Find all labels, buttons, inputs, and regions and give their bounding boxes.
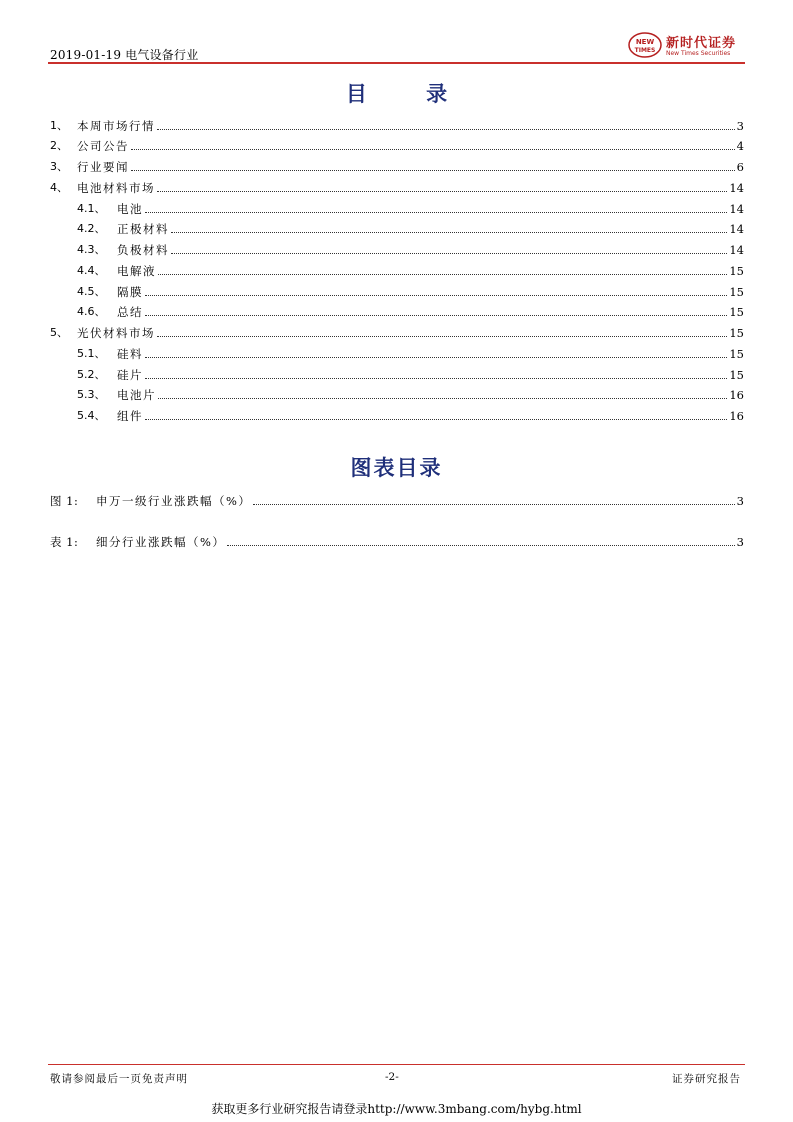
logo-chinese-name: 新时代证券	[666, 36, 737, 51]
toc-entry-number: 4、	[50, 181, 68, 194]
toc-entry-page: 14	[729, 243, 744, 257]
toc-subentry[interactable]	[77, 345, 744, 361]
table-entry-number: 表 1:	[50, 535, 79, 549]
toc-entry-number: 5.2、	[77, 368, 106, 381]
toc-entry-label: 电池	[117, 202, 143, 216]
toc-entry-label: 隔膜	[117, 285, 143, 299]
figure-entry-label: 申万一级行业涨跌幅（%）	[96, 494, 252, 508]
toc-entry-number: 5、	[50, 326, 68, 339]
toc-subentry[interactable]	[77, 386, 744, 402]
dot-leader	[145, 378, 727, 379]
toc-subentry[interactable]	[77, 407, 744, 423]
footer-report-type: 证券研究报告	[672, 1073, 741, 1085]
toc-entry-label: 正极材料	[117, 222, 169, 236]
toc-entry[interactable]	[50, 324, 744, 340]
toc-entry-number: 5.4、	[77, 409, 106, 422]
toc-entry-label: 负极材料	[117, 243, 169, 257]
table-entry-label: 细分行业涨跌幅（%）	[96, 535, 226, 549]
dot-leader	[157, 336, 727, 337]
toc-entry-number: 4.4、	[77, 264, 106, 277]
figure-entry-page: 3	[736, 494, 744, 508]
svg-text:NEW: NEW	[635, 38, 655, 46]
header-divider	[48, 62, 745, 64]
company-logo	[628, 30, 746, 62]
dot-leader	[171, 232, 727, 233]
new-times-badge-icon	[628, 32, 662, 58]
toc-entry-label: 电池片	[117, 388, 156, 402]
toc-entry-label: 本周市场行情	[77, 119, 155, 133]
toc-entry-number: 4.3、	[77, 243, 106, 256]
toc-entry-number: 4.1、	[77, 202, 106, 215]
toc-entry-page: 14	[729, 202, 744, 216]
toc-entry-page: 6	[736, 160, 744, 174]
dot-leader	[145, 419, 727, 420]
toc-entry-label: 总结	[117, 305, 143, 319]
figure-entry-number: 图 1:	[50, 494, 79, 508]
toc-entry-number: 4.2、	[77, 222, 106, 235]
toc-entry-page: 15	[729, 305, 744, 319]
toc-entry-page: 15	[729, 264, 744, 278]
toc-entry-number: 2、	[50, 139, 68, 152]
svg-text:TIMES: TIMES	[634, 47, 656, 54]
dot-leader	[171, 253, 727, 254]
toc-subentry[interactable]	[77, 220, 744, 236]
toc-entry-page: 15	[729, 285, 744, 299]
toc-subentry[interactable]	[77, 366, 744, 382]
dot-leader	[253, 504, 734, 505]
toc-entry-page: 3	[736, 119, 744, 133]
dot-leader	[145, 295, 727, 296]
toc-entry[interactable]	[50, 179, 744, 195]
toc-entry-label: 光伏材料市场	[77, 326, 155, 340]
toc-entry-label: 硅料	[117, 347, 143, 361]
toc-subentry[interactable]	[77, 262, 744, 278]
dot-leader	[157, 129, 735, 130]
toc-entry-number: 4.6、	[77, 305, 106, 318]
toc-entry-label: 行业要闻	[77, 160, 129, 174]
toc-title: 目 录	[345, 82, 474, 106]
toc-entry-number: 5.1、	[77, 347, 106, 360]
toc-entry-page: 4	[736, 139, 744, 153]
toc-subentry[interactable]	[77, 303, 744, 319]
toc-entry-page: 15	[729, 326, 744, 340]
toc-entry-page: 14	[729, 181, 744, 195]
figure-entry[interactable]	[50, 492, 744, 508]
toc-entry[interactable]	[50, 137, 744, 153]
toc-entry-label: 公司公告	[77, 139, 129, 153]
toc-entry-label: 硅片	[117, 368, 143, 382]
dot-leader	[158, 274, 727, 275]
toc-entry[interactable]	[50, 158, 744, 174]
dot-leader	[131, 149, 735, 150]
table-entry[interactable]	[50, 533, 744, 549]
toc-entry-label: 组件	[117, 409, 143, 423]
toc-subentry[interactable]	[77, 241, 744, 257]
toc-entry-page: 16	[729, 388, 744, 402]
table-entry-page: 3	[736, 535, 744, 549]
dot-leader	[227, 545, 734, 546]
toc-entry-number: 1、	[50, 119, 68, 132]
toc-entry-label: 电解液	[117, 264, 156, 278]
dot-leader	[158, 398, 727, 399]
header-date-industry: 2019-01-19 电气设备行业	[50, 48, 199, 62]
dot-leader	[157, 191, 727, 192]
footer-page-number: -2-	[385, 1071, 399, 1083]
footer-divider	[48, 1064, 745, 1065]
dot-leader	[131, 170, 735, 171]
toc-entry-page: 14	[729, 222, 744, 236]
toc-entry-number: 5.3、	[77, 388, 106, 401]
logo-english-name: New Times Securities	[666, 50, 731, 57]
toc-entry-page: 16	[729, 409, 744, 423]
toc-subentry[interactable]	[77, 200, 744, 216]
bottom-download-link[interactable]: 获取更多行业研究报告请登录http://www.3mbang.com/hybg.html	[211, 1102, 582, 1116]
dot-leader	[145, 357, 727, 358]
figures-list-title: 图表目录	[350, 456, 443, 480]
toc-entry-label: 电池材料市场	[77, 181, 155, 195]
toc-subentry[interactable]	[77, 283, 744, 299]
dot-leader	[145, 212, 727, 213]
toc-entry-page: 15	[729, 347, 744, 361]
dot-leader	[145, 315, 727, 316]
toc-entry-number: 4.5、	[77, 285, 106, 298]
footer-disclaimer: 敬请参阅最后一页免责声明	[50, 1073, 188, 1085]
toc-entry-page: 15	[729, 368, 744, 382]
toc-entry-number: 3、	[50, 160, 68, 173]
toc-entry[interactable]	[50, 117, 744, 133]
